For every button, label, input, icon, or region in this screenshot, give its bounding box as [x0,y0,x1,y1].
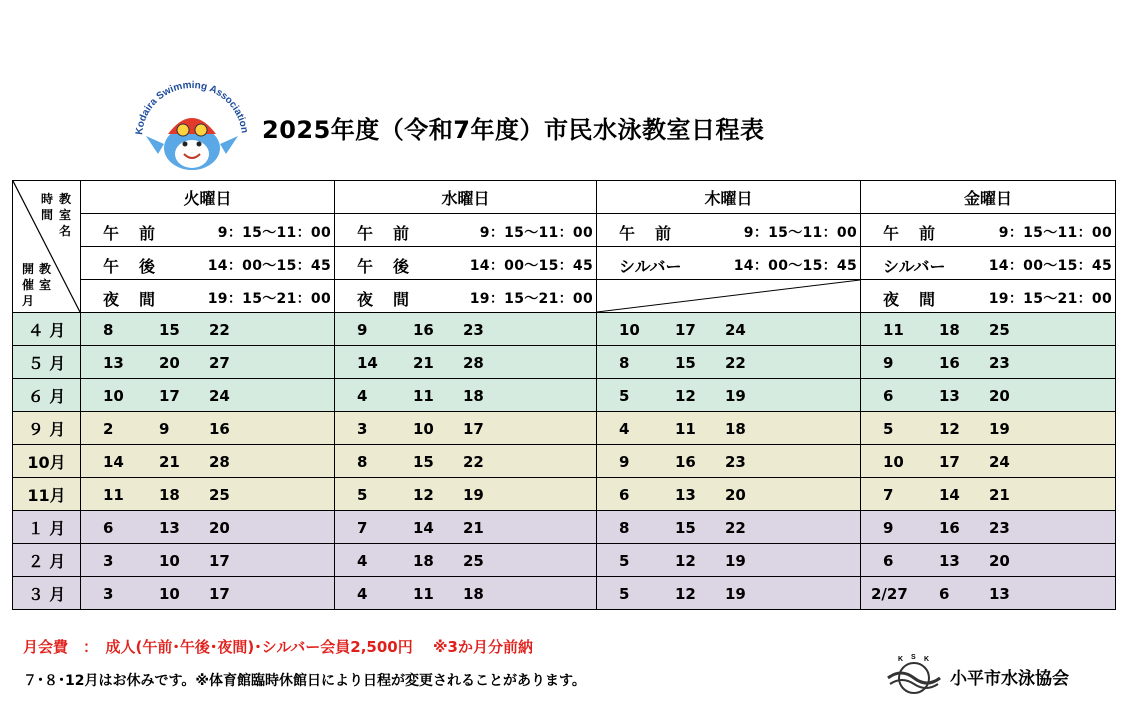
class-date: 13 [675,486,696,504]
date-cell [335,379,597,412]
class-date: 8 [357,453,368,471]
class-date: 7 [357,519,368,537]
corner-char: 教 [39,262,52,276]
class-date: 16 [939,519,960,537]
class-date: 20 [209,519,230,537]
class-date: 11 [883,321,904,339]
class-date: 15 [159,321,180,339]
class-date: 15 [675,354,696,372]
class-date: 13 [103,354,124,372]
session-name: シルバー [619,257,682,276]
date-cell [81,313,335,346]
class-date: 13 [989,585,1010,603]
class-date: 16 [939,354,960,372]
class-date: 12 [675,387,696,405]
class-date: 10 [103,387,124,405]
date-cell [597,544,861,577]
class-date: 11 [413,387,434,405]
date-cell [597,445,861,478]
session-cell [861,280,1116,313]
class-date: 13 [939,552,960,570]
month-row [13,577,1116,610]
class-date: 28 [209,453,230,471]
class-date: 25 [989,321,1010,339]
session-cell [335,247,597,280]
date-cell [81,577,335,610]
date-cell [861,478,1116,511]
class-date: 5 [883,420,894,438]
class-date: 16 [209,420,230,438]
kodaira-swimming-association-mascot-logo [128,78,254,174]
session-cell [81,214,335,247]
month-row [13,478,1116,511]
class-date: 5 [619,552,630,570]
date-cell [81,379,335,412]
no-session-cell [597,280,861,313]
corner-char: 室 [59,208,72,222]
session-time: 19：15～21：00 [469,291,593,307]
month-label: ３ 月 [13,577,81,610]
session-cell [81,280,335,313]
date-cell [335,313,597,346]
class-date: 20 [989,387,1010,405]
class-date: 2 [103,420,114,438]
class-date: 22 [725,519,746,537]
day-header-wednesday: 水曜日 [335,181,597,214]
class-date: 22 [463,453,484,471]
session-cell [335,214,597,247]
month-label: ９ 月 [13,412,81,445]
class-date: 5 [619,585,630,603]
session-cell [597,214,861,247]
class-date: 10 [159,552,180,570]
class-date: 4 [357,585,368,603]
class-date: 6 [619,486,630,504]
corner-char: 催 [22,278,35,292]
session-time: 14：00～15：45 [988,258,1112,274]
class-date: 17 [209,585,230,603]
class-date: 27 [209,354,230,372]
session-name: 午前 [883,224,956,243]
date-cell [335,412,597,445]
corner-char: 開 [22,262,35,276]
class-date: 16 [413,321,434,339]
session-name: 午後 [103,257,176,276]
class-date: 18 [939,321,960,339]
session-name: 午前 [357,224,430,243]
date-cell [335,346,597,379]
date-cell [861,445,1116,478]
date-cell [597,346,861,379]
month-label: ６ 月 [13,379,81,412]
date-cell [335,577,597,610]
no-session-diagonal-line [597,280,860,312]
session-time: 9：15～11：00 [998,225,1112,241]
class-date: 22 [725,354,746,372]
monthly-fee-text: 月会費 ： 成人(午前･午後･夜間)･シルバー会員2,500円 ※3か月分前納 [23,638,533,656]
corner-char: 時 [41,192,54,206]
class-date: 14 [413,519,434,537]
class-date: 17 [463,420,484,438]
class-date: 6 [883,387,894,405]
class-date: 14 [103,453,124,471]
emblem-letter: K [924,656,930,663]
class-date: 24 [989,453,1010,471]
class-date: 18 [413,552,434,570]
schedule-table [12,180,1116,610]
class-date: 23 [989,519,1010,537]
date-cell [861,313,1116,346]
class-date: 3 [103,585,114,603]
date-cell [861,577,1116,610]
month-row [13,379,1116,412]
class-date: 7 [883,486,894,504]
date-cell [81,478,335,511]
class-date: 6 [883,552,894,570]
corner-char: 名 [59,224,72,238]
class-date: 14 [357,354,378,372]
class-date: 11 [103,486,124,504]
class-date: 12 [675,585,696,603]
class-date: 9 [883,354,894,372]
closure-note: ７･８･12月はお休みです。※体育館臨時休館日により日程が変更されることがあります。 [23,673,586,689]
class-date: 19 [725,585,746,603]
class-date: 4 [357,387,368,405]
class-date: 15 [675,519,696,537]
date-cell [335,478,597,511]
session-name: 夜間 [357,290,430,309]
month-label: 10月 [13,445,81,478]
date-cell [861,412,1116,445]
month-row [13,445,1116,478]
class-date: 9 [357,321,368,339]
class-date: 18 [159,486,180,504]
month-row [13,412,1116,445]
date-cell [81,544,335,577]
session-name: シルバー [883,257,946,276]
session-name: 夜間 [103,290,176,309]
corner-header-cell [13,181,81,313]
day-header-tuesday: 火曜日 [81,181,335,214]
day-header-thursday: 木曜日 [597,181,861,214]
class-date: 21 [989,486,1010,504]
class-date: 10 [619,321,640,339]
date-cell [335,511,597,544]
class-date: 20 [989,552,1010,570]
class-date: 19 [725,387,746,405]
month-label: ２ 月 [13,544,81,577]
session-time: 14：00～15：45 [733,258,857,274]
association-name: 小平市水泳協会 [950,669,1069,689]
month-label: ４ 月 [13,313,81,346]
class-date: 4 [619,420,630,438]
class-date: 18 [463,585,484,603]
session-time: 9：15～11：00 [479,225,593,241]
class-date: 17 [939,453,960,471]
day-header-friday: 金曜日 [861,181,1116,214]
date-cell [861,511,1116,544]
class-date: 22 [209,321,230,339]
association-emblem [884,652,944,696]
class-date: 25 [463,552,484,570]
session-time: 19：15～21：00 [988,291,1112,307]
session-cell [861,214,1116,247]
session-name: 夜間 [883,290,956,309]
date-cell [597,478,861,511]
class-date: 6 [103,519,114,537]
class-date: 18 [725,420,746,438]
corner-char: 室 [39,278,52,292]
class-date: 8 [103,321,114,339]
class-date: 15 [413,453,434,471]
month-rows [13,313,1116,610]
class-date: 11 [675,420,696,438]
class-date: 23 [725,453,746,471]
month-row [13,313,1116,346]
corner-char: 月 [22,294,35,308]
session-time: 19：15～21：00 [207,291,331,307]
emblem-letter: S [911,654,916,661]
date-cell [81,445,335,478]
session-cell [335,280,597,313]
class-date: 21 [463,519,484,537]
date-cell [81,346,335,379]
class-date: 28 [463,354,484,372]
class-date: 8 [619,519,630,537]
class-date: 9 [159,420,170,438]
class-date: 17 [675,321,696,339]
class-date: 5 [619,387,630,405]
date-cell [81,412,335,445]
session-time: 14：00～15：45 [469,258,593,274]
session-name: 午前 [619,224,692,243]
month-label: ５ 月 [13,346,81,379]
class-date: 2/27 [871,585,908,603]
date-cell [335,445,597,478]
corner-char: 教 [59,192,72,206]
date-cell [597,313,861,346]
class-date: 5 [357,486,368,504]
class-date: 23 [463,321,484,339]
class-date: 18 [463,387,484,405]
corner-char: 間 [41,208,54,222]
page-title: 2025年度（令和7年度）市民水泳教室日程表 [262,116,765,144]
month-row [13,544,1116,577]
class-date: 10 [883,453,904,471]
class-date: 13 [939,387,960,405]
class-date: 16 [675,453,696,471]
session-time: 14：00～15：45 [207,258,331,274]
month-label: １ 月 [13,511,81,544]
class-date: 17 [159,387,180,405]
session-name: 午前 [103,224,176,243]
class-date: 14 [939,486,960,504]
class-date: 9 [619,453,630,471]
class-date: 12 [939,420,960,438]
class-date: 9 [883,519,894,537]
class-date: 10 [159,585,180,603]
class-date: 23 [989,354,1010,372]
date-cell [597,577,861,610]
session-time: 9：15～11：00 [217,225,331,241]
class-date: 24 [209,387,230,405]
class-date: 4 [357,552,368,570]
date-cell [597,379,861,412]
session-time: 9：15～11：00 [743,225,857,241]
class-date: 21 [159,453,180,471]
class-date: 24 [725,321,746,339]
class-date: 8 [619,354,630,372]
class-date: 6 [939,585,950,603]
class-date: 20 [725,486,746,504]
date-cell [861,379,1116,412]
class-date: 3 [103,552,114,570]
session-name: 午後 [357,257,430,276]
session-cell [81,247,335,280]
class-date: 13 [159,519,180,537]
date-cell [861,346,1116,379]
month-label: 11月 [13,478,81,511]
month-row [13,346,1116,379]
class-date: 21 [413,354,434,372]
emblem-letter: K [898,656,904,663]
class-date: 19 [725,552,746,570]
date-cell [861,544,1116,577]
session-cell [597,247,861,280]
class-date: 20 [159,354,180,372]
class-date: 3 [357,420,368,438]
class-date: 19 [463,486,484,504]
class-date: 10 [413,420,434,438]
class-date: 17 [209,552,230,570]
session-cell [861,247,1116,280]
date-cell [597,511,861,544]
class-date: 12 [413,486,434,504]
date-cell [597,412,861,445]
logo-arc-text: Kodaira Swimming Association [134,79,250,136]
class-date: 25 [209,486,230,504]
month-row [13,511,1116,544]
class-date: 19 [989,420,1010,438]
class-date: 12 [675,552,696,570]
class-date: 11 [413,585,434,603]
date-cell [335,544,597,577]
date-cell [81,511,335,544]
